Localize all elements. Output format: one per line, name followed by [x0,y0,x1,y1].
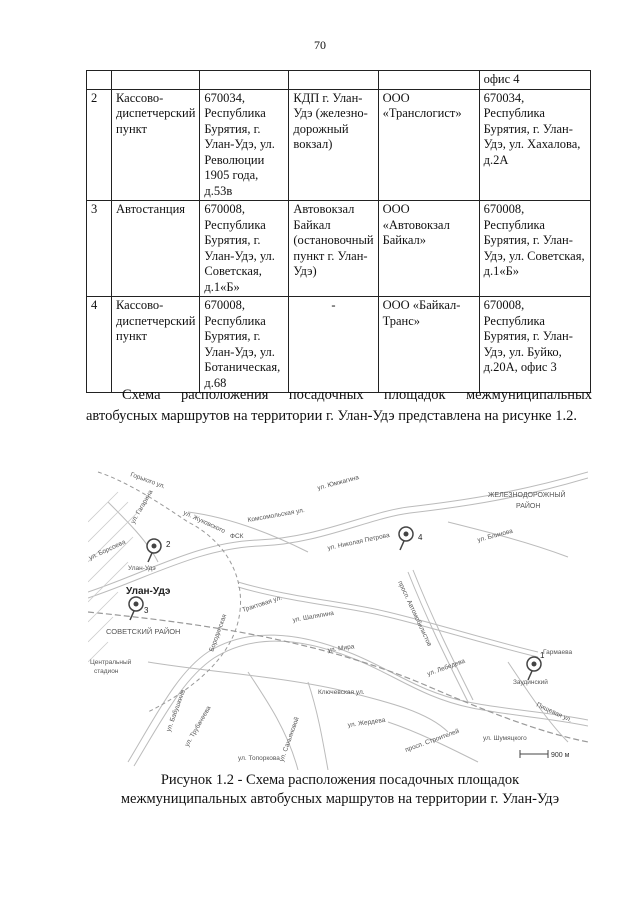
paragraph-text: Схема расположения посадочных площадок межмуниципальных автобусных маршрутов на территории г. Улан-Удэ представлена на рисунке 1.2. [86,387,592,424]
stations-table [86,70,591,393]
organization-address-cell: 670034, Республика Бурятия, г. Улан-Удэ, ул. Хахалова, д.2А [479,89,590,201]
caption-line-2: межмуниципальных автобусных маршрутов на территории г. Улан-Удэ [120,791,560,807]
street-blinova: ул. Блинова [476,527,514,544]
district-rail-label: ЖЕЛЕЗНОДОРОЖНЫЙ [488,492,566,499]
street-pishchevaya: Пищевая ул. [535,701,573,724]
street-lebedeva: ул. Лебедева [426,657,467,678]
street-zherdeva: ул. Жердева [347,716,386,729]
table-row [87,201,591,297]
body-paragraph [86,385,592,427]
object-cell [289,71,378,90]
organization-address-cell: офис 4 [479,71,590,90]
organization-address-cell: 670008, Республика Бурятия, г. Улан-Удэ, ул. Буйко, д.20А, офис 3 [479,297,590,393]
street-kluchevskaya: Ключевская ул. [318,689,365,696]
street-trubacheeva: ул. Трубачеева [183,704,213,748]
map-svg [88,462,588,770]
street-zhukovskogo: ул. Жуковского [182,509,227,535]
object-cell: Автовокзал Байкал (остановочный пункт г. Улан-Удэ) [289,201,378,297]
district-rail-label-2: РАЙОН [516,503,541,510]
row-number-cell: 2 [87,89,112,201]
stadium-label-1: Центральный [90,659,132,666]
street-borsoeva: ул. Борсоева [88,538,127,562]
street-mira: ул. Мира [327,643,355,654]
marker-4[interactable] [399,527,423,550]
street-toporkova: ул. Топоркова [238,755,280,762]
point-type-cell: Кассово-диспетчерский пункт [112,297,200,393]
row-number-cell [87,71,112,90]
street-yumjagina: ул. Юмжагина [316,474,360,492]
address-cell [200,71,289,90]
fsk-label: ФСК [230,533,244,540]
scale-label: 900 м [551,752,570,759]
table-row [87,71,591,90]
table-row [87,89,591,201]
marker-3-label: 3 [144,606,149,615]
scale-bar [520,750,570,759]
organization-cell: ООО «Байкал-Транс» [378,297,479,393]
figure-caption [60,771,620,809]
street-borodinskaya: Бородинская [208,613,229,653]
street-komsomolskaya: Комсомольская ул. [247,507,306,524]
point-type-cell: Кассово-диспетчерский пункт [112,89,200,201]
street-sakhyanovoy: ул. Сахьяновой [278,716,301,763]
row-number-cell: 4 [87,297,112,393]
city-label: Улан-Удэ [126,586,171,597]
organization-cell: ООО «Транслогист» [378,89,479,201]
page-number: 70 [314,38,326,52]
street-petrova: ул. Николая Петрова [326,531,391,552]
point-type-cell: Автостанция [112,201,200,297]
organization-cell: ООО «Автовокзал Байкал» [378,201,479,297]
map-figure [88,462,588,770]
street-avtomobilistov: просп. Автомобилистов [396,579,433,648]
street-gagarina: ул. Гагарина [129,488,155,525]
zauday-label: Заудинский [513,679,548,686]
caption-line-1: Рисунок 1.2 - Схема расположения посадочных площадок [160,772,520,788]
marker-1-label: 1 [540,651,545,660]
street-stroiteley: просп. Строителей [404,727,461,754]
row-number-cell: 3 [87,201,112,297]
address-cell: 670008, Республика Бурятия, г. Улан-Удэ, ул. Советская, д.1«Б» [200,201,289,297]
marker-3[interactable] [129,597,149,620]
street-gorkogo: Горького ул. [129,471,167,491]
table-row [87,297,591,393]
address-cell: 670034, Республика Бурятия, г. Улан-Удэ, ул. Революции 1905 года, д.53в [200,89,289,201]
stadium-label-2: стадион [94,668,119,675]
marker-2-label: 2 [166,540,171,549]
object-cell: - [289,297,378,393]
street-babushkina: ул. Бабушкина [165,688,187,733]
district-sov-label: СОВЕТСКИЙ РАЙОН [106,627,181,636]
station-label: Улан-Удэ [128,565,156,572]
street-shalyapina: ул. Шаляпина [292,609,335,624]
garmaeva-label: Гармаева [543,649,573,656]
marker-2[interactable] [147,539,171,562]
organization-address-cell: 670008, Республика Бурятия, г. Улан-Удэ, ул. Советская, д.1«Б» [479,201,590,297]
street-traktovaya: Трактовая ул. [241,594,283,614]
object-cell: КДП г. Улан-Удэ (железно-дорожный вокзал) [289,89,378,201]
organization-cell [378,71,479,90]
marker-4-label: 4 [418,533,423,542]
street-shumyatskogo: ул. Шумяцкого [483,735,527,742]
point-type-cell [112,71,200,90]
address-cell: 670008, Республика Бурятия, г. Улан-Удэ, ул. Ботаническая, д.68 [200,297,289,393]
